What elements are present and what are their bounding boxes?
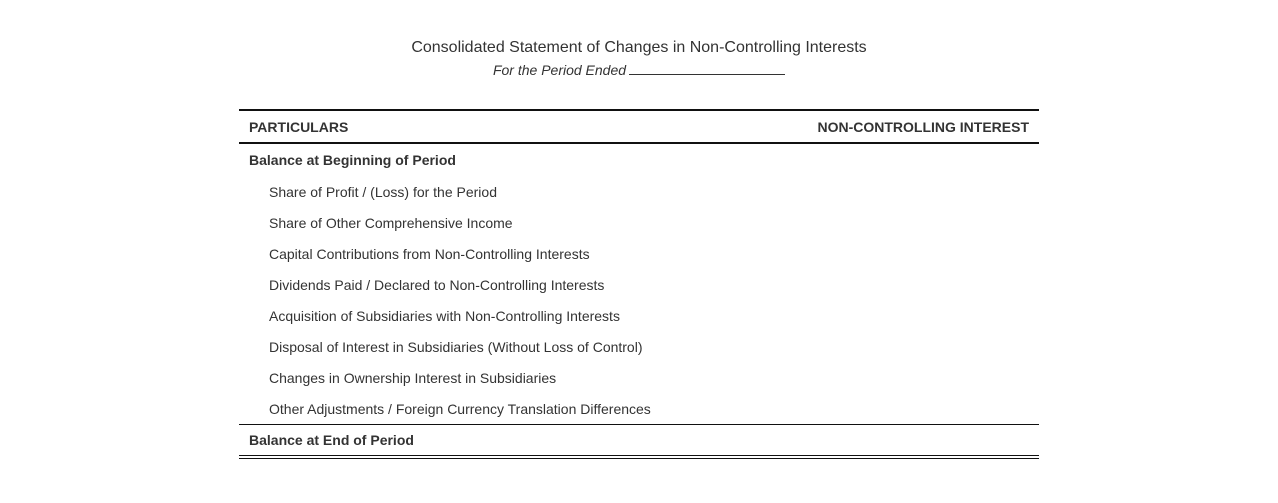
movement-row bbox=[239, 238, 1039, 269]
closing-balance-row bbox=[239, 424, 1039, 459]
statement-title: Consolidated Statement of Changes in Non-Controlling Interests bbox=[411, 39, 867, 56]
nci-statement-table bbox=[239, 109, 1039, 459]
movement-row bbox=[239, 362, 1039, 393]
movement-label: Acquisition of Subsidiaries with Non-Controlling Interests bbox=[269, 307, 620, 324]
period-date-blank bbox=[629, 61, 785, 75]
movement-label: Dividends Paid / Declared to Non-Controlling Interests bbox=[269, 276, 605, 293]
movement-row bbox=[239, 300, 1039, 331]
statement-header bbox=[0, 38, 1278, 79]
opening-balance-row bbox=[239, 144, 1039, 176]
movement-label: Capital Contributions from Non-Controlling Interests bbox=[269, 245, 590, 262]
movement-label: Disposal of Interest in Subsidiaries (Without Loss of Control) bbox=[269, 338, 643, 355]
movement-label: Share of Other Comprehensive Income bbox=[269, 214, 513, 231]
movement-label: Share of Profit / (Loss) for the Period bbox=[269, 183, 497, 200]
movement-row bbox=[239, 207, 1039, 238]
table-header-row bbox=[239, 109, 1039, 144]
closing-balance-label: Balance at End of Period bbox=[249, 432, 414, 448]
movement-row bbox=[239, 269, 1039, 300]
period-line bbox=[0, 61, 1278, 79]
movement-row bbox=[239, 331, 1039, 362]
movement-label: Other Adjustments / Foreign Currency Translation Differences bbox=[269, 400, 651, 417]
column-header-particulars: PARTICULARS bbox=[249, 118, 349, 135]
movement-row bbox=[239, 393, 1039, 424]
opening-balance-label: Balance at Beginning of Period bbox=[249, 152, 456, 168]
movement-label: Changes in Ownership Interest in Subsidiaries bbox=[269, 369, 557, 386]
movement-row bbox=[239, 176, 1039, 207]
column-header-nci: NON-CONTROLLING INTEREST bbox=[817, 118, 1029, 135]
period-label: For the Period Ended bbox=[492, 62, 627, 78]
